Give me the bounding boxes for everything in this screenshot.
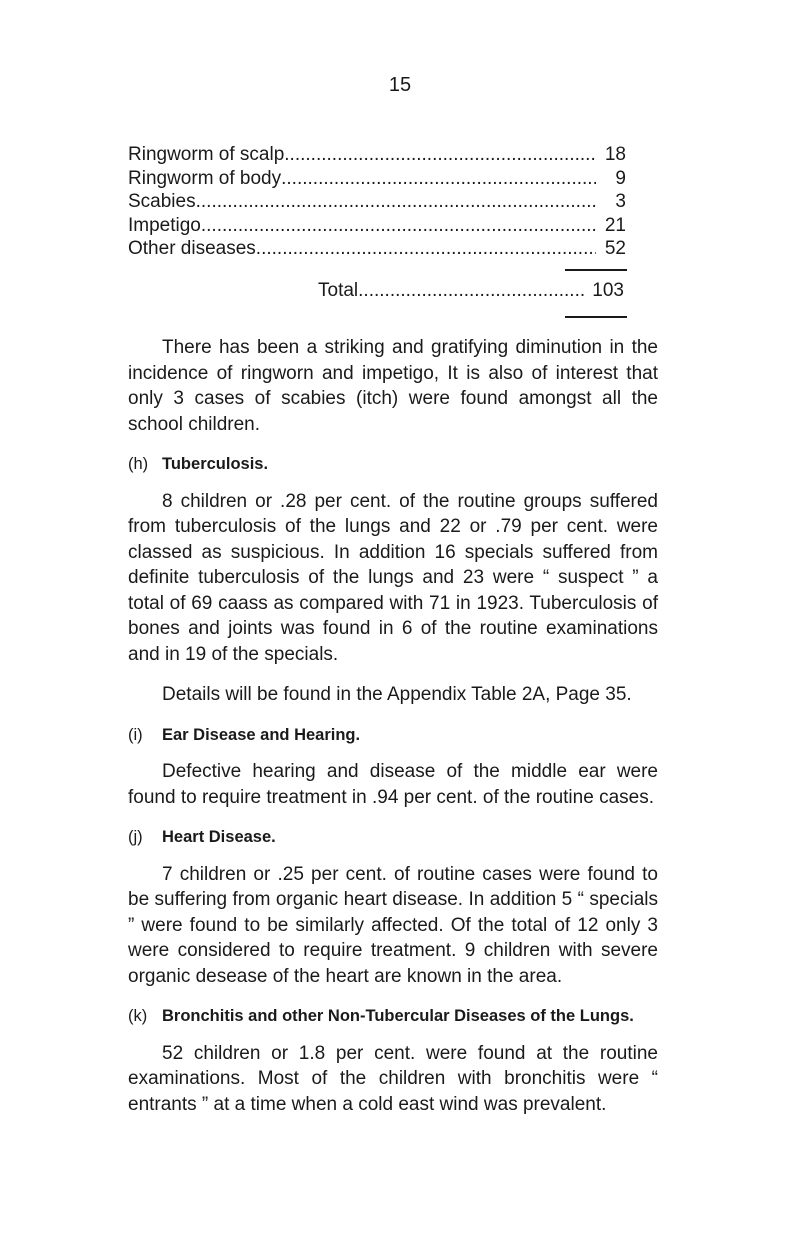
section-title: Tuberculosis. xyxy=(162,455,269,473)
disease-statistics-list xyxy=(128,143,628,261)
stat-row xyxy=(128,167,628,191)
section-letter: (k) xyxy=(128,1007,148,1025)
section-title: Bronchitis and other Non-Tubercular Diseases of the Lungs. xyxy=(162,1007,634,1025)
section-heading-tuberculosis xyxy=(128,452,658,478)
total-top-rule xyxy=(565,269,627,271)
section-paragraph: Defective hearing and disease of the middle ear were found to require treatment in .94 per cent. of the routine cases. xyxy=(128,761,658,808)
section-paragraph: Details will be found in the Appendix Table 2A, Page 35. xyxy=(162,684,632,705)
dot-leader xyxy=(201,214,596,238)
section-heading-ear-disease xyxy=(128,723,658,749)
stat-value: 52 xyxy=(604,238,626,259)
dot-leader xyxy=(196,190,596,214)
total-bottom-rule xyxy=(565,316,627,318)
section-letter: (i) xyxy=(128,725,143,744)
section-title: Heart Disease. xyxy=(162,828,276,846)
section-paragraph: 52 children or 1.8 per cent. were found at the routine examinations. Most of the children with bronchitis were “ entrants ” at a time when a cold east wind was prevalent. xyxy=(128,1042,658,1115)
dot-leader xyxy=(358,280,586,302)
section-paragraph: 7 children or .25 per cent. of routine cases were found to be suffering from organic heart disease. In addition 5 “ specials ” were found to be similarly affected. Of the total of 12 only 3 were considered to require treatment. 9 children with severe organic desease of the heart are known in the area. xyxy=(128,863,658,987)
intro-paragraph: There has been a striking and gratifying diminution in the incidence of ringworn and impetigo, It is also of interest that only 3 cases of scabies (itch) were found amongst all the school children. xyxy=(128,337,658,435)
stat-row xyxy=(128,190,628,214)
stat-label: Scabies xyxy=(128,191,196,212)
section-letter: (j) xyxy=(128,828,143,846)
page-number: 15 xyxy=(388,74,412,96)
section-title: Ear Disease and Hearing. xyxy=(162,725,361,744)
section-paragraph: 8 children or .28 per cent. of the routine groups suffered from tuberculosis of the lungs and 22 or .79 per cent. were classed as suspicious. In addition 16 specials suffered from definite tuberculosis of the lungs and 23 were “ suspect ” a total of 69 caass as compared with 71 in 1923. Tuberculosis of bones and joints was found in 6 of the routine examinations and in 19 of the specials. xyxy=(128,490,658,665)
total-value: 103 xyxy=(592,280,624,301)
dot-leader xyxy=(284,143,596,167)
stat-value: 3 xyxy=(615,191,626,212)
stat-row xyxy=(128,237,628,261)
stat-label: Impetigo xyxy=(128,214,201,236)
section-heading-bronchitis xyxy=(128,1004,658,1030)
report-body xyxy=(128,335,658,1117)
total-label: Total xyxy=(318,280,359,301)
dot-leader xyxy=(256,237,596,261)
section-letter: (h) xyxy=(128,455,149,473)
stat-value: 21 xyxy=(604,214,626,236)
stat-value: 9 xyxy=(615,167,626,189)
total-row xyxy=(318,280,626,302)
stat-label: Ringworm of scalp xyxy=(128,144,285,165)
section-heading-heart-disease xyxy=(128,825,658,851)
stat-label: Other diseases xyxy=(128,238,256,259)
dot-leader xyxy=(281,167,596,191)
stat-value: 18 xyxy=(604,144,626,165)
stat-label: Ringworm of body xyxy=(128,167,282,189)
stat-row xyxy=(128,143,628,167)
stat-row xyxy=(128,214,628,238)
